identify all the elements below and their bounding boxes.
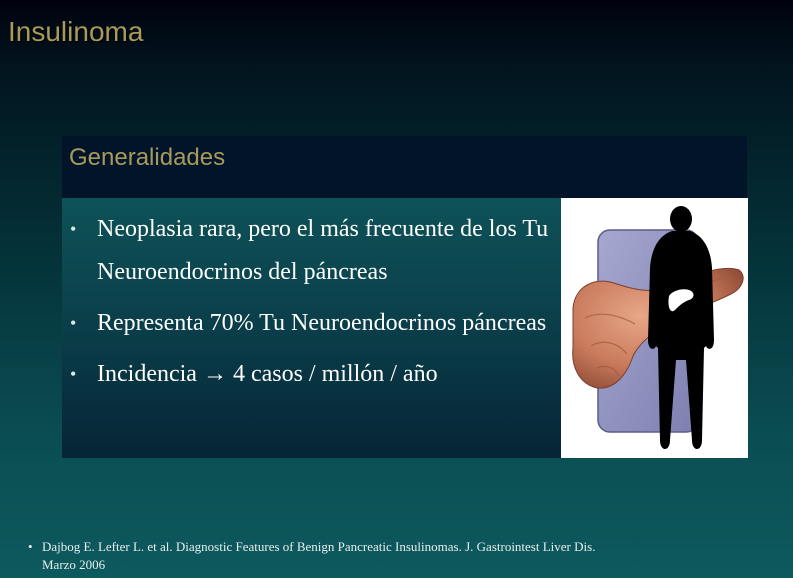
bullet-list	[68, 208, 554, 404]
bullet-text: Representa 70% Tu Neuroendocrinos páncreas	[97, 310, 547, 336]
bullet-text: Incidencia → 4 casos / millón / año	[97, 361, 438, 387]
reference-footnote	[28, 538, 768, 574]
bullet-dot-icon: •	[70, 219, 77, 239]
bullet-panel	[62, 198, 561, 458]
bullet-item	[68, 208, 554, 294]
bullet-item	[68, 353, 554, 396]
pancreas-silhouette-icon	[561, 198, 748, 458]
bullet-text: Neoplasia rara, pero el más frecuente de los Tu Neuroendocrinos del páncreas	[97, 216, 549, 285]
slide-title: Insulinoma	[8, 16, 144, 47]
footnote-date: Marzo 2006	[42, 557, 106, 572]
bullet-dot-icon: •	[70, 313, 77, 333]
bullet-item	[68, 302, 554, 345]
panel-header-title: Generalidades	[69, 144, 226, 171]
footnote-bullet: •	[28, 539, 33, 554]
bullet-dot-icon: •	[70, 364, 77, 384]
pancreas-illustration	[561, 198, 748, 458]
panel-header	[62, 136, 747, 198]
footnote-citation: Dajbog E. Lefter L. et al. Diagnostic Features of Benign Pancreatic Insulinomas. J. Gastrointest Liver Dis.	[42, 539, 596, 554]
